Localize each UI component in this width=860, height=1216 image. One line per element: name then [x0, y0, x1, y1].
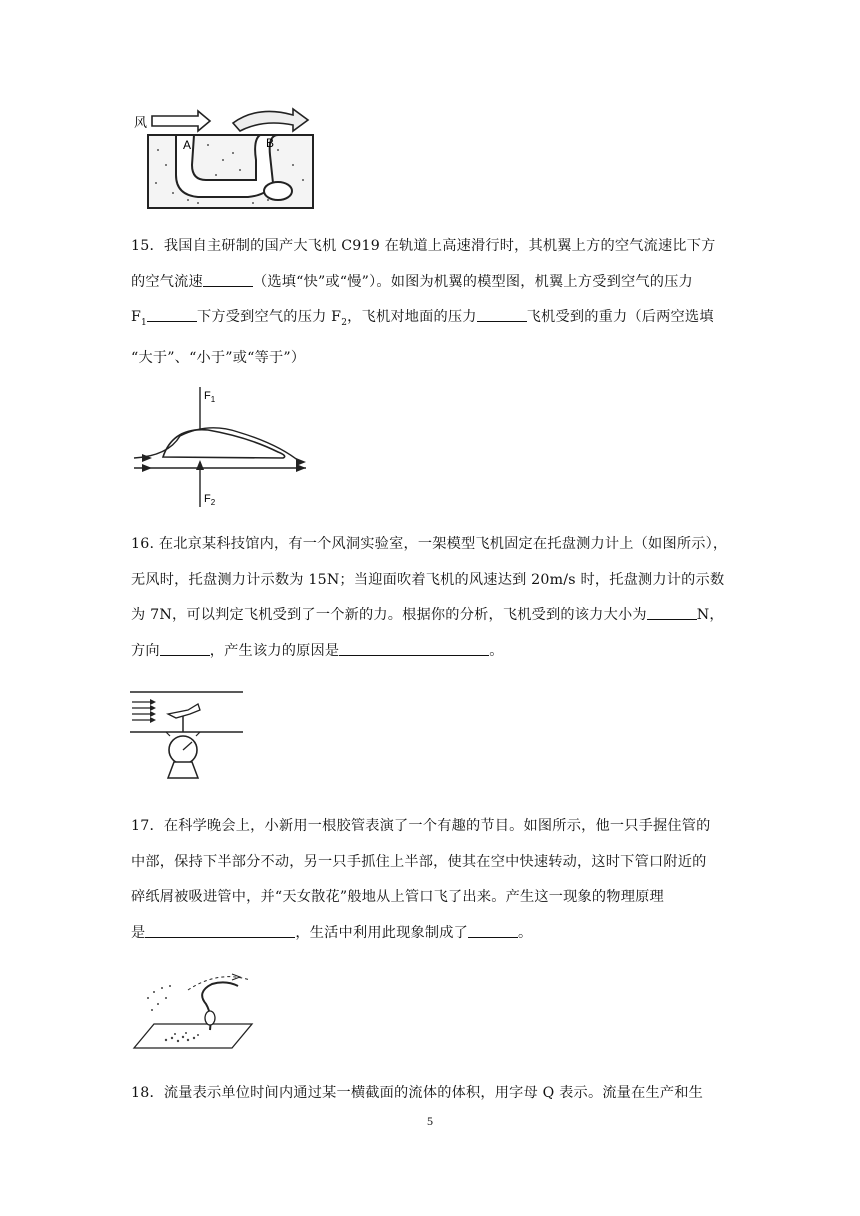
- answer-blank[interactable]: [468, 923, 518, 938]
- label-a: A: [183, 138, 192, 152]
- q17-line-1: 17．在科学晚会上，小新用一根胶管表演了一个有趣的节目。如图所示，他一只手握住管的: [131, 818, 711, 834]
- q17-line-2: 中部，保持下半部分不动，另一只手抓住上半部，使其在空中快速转动，这时下管口附近的: [131, 853, 707, 870]
- q15-line-1: 15．我国自主研制的国产大飞机 C919 在轨道上高速滑行时，其机翼上方的空气流速比下方: [131, 238, 716, 254]
- q15-line-3: $F_1$ 下方受到空气的压力 $F_2$，飞机对地面的压力 飞机受到的重力（后两空选填: [131, 309, 714, 328]
- wind-label: 风: [134, 115, 148, 130]
- q17-line-3: 碎纸屑被吸进管中，并“天女散花”般地从上管口飞了出来。产生这一现象的物理原理: [131, 889, 664, 905]
- q18-line-1: 18．流量表示单位时间内通过某一横截面的流体的体积，用字母 Q 表示。流量在生产和生: [131, 1085, 704, 1101]
- q16-line-3: 为 7N，可以判定飞机受到了一个新的力。根据你的分析，飞机受到的该力大小为 N，: [131, 607, 724, 623]
- question-18: [131, 1076, 731, 1112]
- answer-blank[interactable]: [339, 641, 489, 656]
- question-16: [131, 527, 731, 669]
- q16-line-2: 无风时，托盘测力计示数为 15N；当迎面吹着飞机的风速达到 20m/s 时，托盘测力计的示数: [131, 571, 725, 588]
- q16-line-1: 16. 在北京某科技馆内，有一个风洞实验室，一架模型飞机固定在托盘测力计上（如图所示），: [131, 536, 728, 552]
- page-number: 5: [427, 1114, 433, 1128]
- f1-label: $F_1$: [204, 390, 216, 404]
- q15-line-4: “大于”、“小于”或“等于”）: [131, 350, 306, 367]
- answer-blank[interactable]: [477, 307, 527, 322]
- answer-blank[interactable]: [647, 605, 697, 620]
- spinning-hose-figure: [128, 968, 258, 1058]
- burrow-wind-figure: [128, 105, 318, 215]
- answer-blank[interactable]: [203, 272, 253, 287]
- answer-blank[interactable]: [147, 307, 197, 322]
- wind-tunnel-figure: [128, 686, 248, 786]
- answer-blank[interactable]: [145, 923, 295, 938]
- q17-line-4: 是 ，生活中利用此现象制成了 。: [131, 924, 533, 941]
- answer-blank[interactable]: [160, 641, 210, 656]
- wing-figure: [128, 382, 318, 512]
- label-b: B: [266, 136, 275, 150]
- question-15: [131, 229, 731, 377]
- q15-line-2: 的空气流速 （选填“快”或“慢”）。如图为机翼的模型图，机翼上方受到空气的压力: [131, 273, 693, 290]
- q16-line-4: 方向 ，产生该力的原因是 。: [131, 642, 504, 659]
- f2-label: $F_2$: [204, 493, 216, 507]
- question-17: [131, 809, 731, 951]
